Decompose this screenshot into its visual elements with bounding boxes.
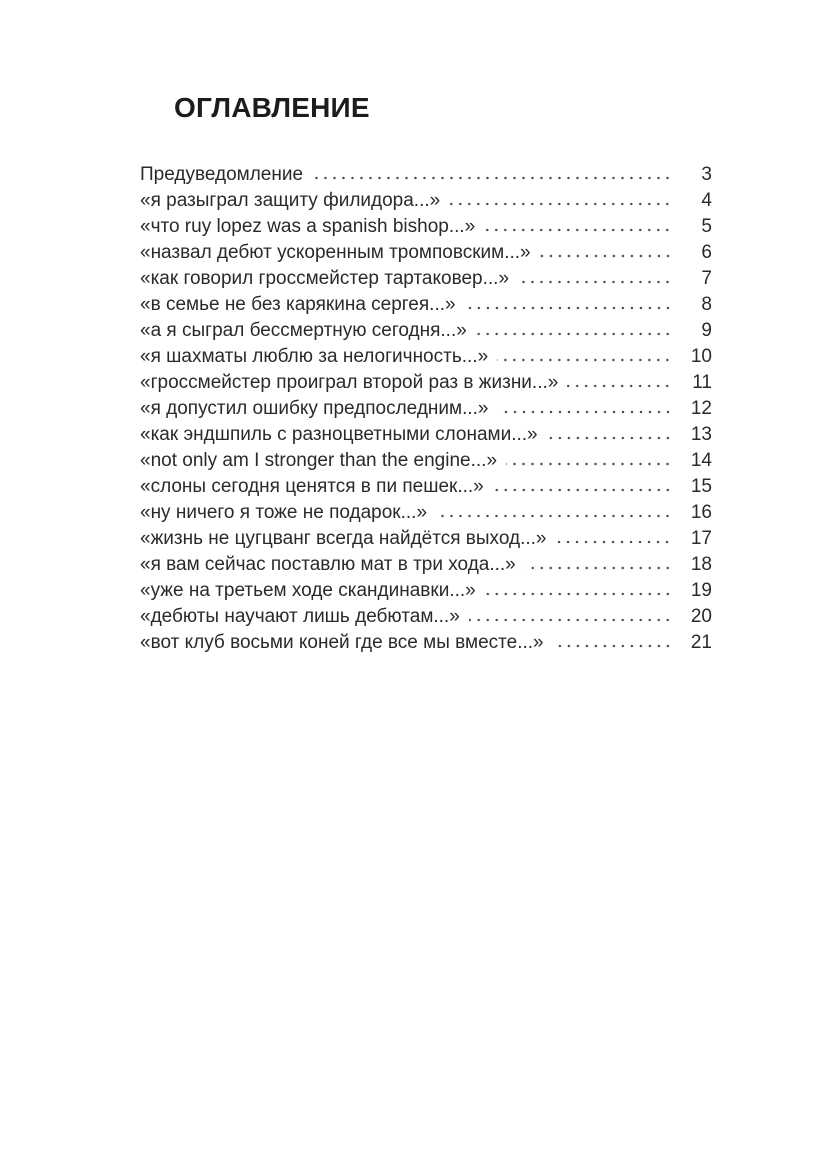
dot-leader <box>540 254 672 258</box>
toc-entry-page: 6 <box>701 242 712 263</box>
toc-entry-label: «я вам сейчас поставлю мат в три хода...» <box>140 554 516 575</box>
dot-leader <box>484 228 672 232</box>
toc-entry <box>140 188 712 214</box>
toc-entry <box>140 448 712 474</box>
toc-entry-page: 12 <box>690 398 712 419</box>
dot-leader <box>485 592 672 596</box>
toc-entry <box>140 396 712 422</box>
dot-leader <box>567 384 672 388</box>
toc-entry-page: 16 <box>690 502 712 523</box>
page-title: ОГЛАВЛЕНИЕ <box>174 92 370 123</box>
toc-entry-page: 10 <box>690 346 712 367</box>
toc-entry-page: 7 <box>701 268 712 289</box>
toc-entry-page: 9 <box>701 320 712 341</box>
dot-leader <box>449 202 672 206</box>
dot-leader <box>555 540 672 544</box>
dot-leader <box>465 306 672 310</box>
dot-leader <box>493 488 672 492</box>
toc-entry-page: 13 <box>690 424 712 445</box>
toc-entry <box>140 474 712 500</box>
toc-entry-label: «слоны сегодня ценятся в пи пешек...» <box>140 476 484 497</box>
toc-entry-page: 4 <box>701 190 712 211</box>
toc-entry <box>140 240 712 266</box>
toc-entry-label: «not only am I stronger than the engine...» <box>140 450 498 471</box>
toc-entry-label: «в семье не без карякина сергея...» <box>140 294 456 315</box>
toc-entry-label: «как говорил гроссмейстер тартаковер...» <box>140 268 510 289</box>
toc-entry <box>140 604 712 630</box>
toc-entry-page: 3 <box>701 164 712 185</box>
toc-entry <box>140 578 712 604</box>
toc-entry <box>140 422 712 448</box>
toc-entry-label: «ну ничего я тоже не подарок...» <box>140 502 428 523</box>
toc-entry-label: «вот клуб восьми коней где все мы вместе...» <box>140 632 544 653</box>
toc-entry-label: «как эндшпиль с разноцветными слонами...» <box>140 424 538 445</box>
toc-entry-label: «гроссмейстер проиграл второй раз в жизни...» <box>140 372 559 393</box>
toc-entry-label: «я шахматы люблю за нелогичность...» <box>140 346 489 367</box>
toc-entry <box>140 630 712 656</box>
toc-entry <box>140 162 712 188</box>
toc-entry <box>140 292 712 318</box>
toc-entry-label: «я допустил ошибку предпоследним...» <box>140 398 489 419</box>
toc-entry <box>140 318 712 344</box>
toc-entry-page: 21 <box>690 632 712 653</box>
toc-entry-page: 8 <box>701 294 712 315</box>
toc-entry <box>140 214 712 240</box>
toc-entry-label: Предуведомление <box>140 164 304 185</box>
dot-leader <box>525 566 672 570</box>
dot-leader <box>547 436 672 440</box>
dot-leader <box>312 176 672 180</box>
dot-leader <box>497 358 672 362</box>
dot-leader <box>498 410 673 414</box>
toc-entry-page: 20 <box>690 606 712 627</box>
toc-entry-page: 15 <box>690 476 712 497</box>
toc-entry-label: «уже на третьем ходе скандинавки...» <box>140 580 476 601</box>
toc-entry-page: 18 <box>690 554 712 575</box>
toc-entry-label: «что ruy lopez was a spanish bishop...» <box>140 216 476 237</box>
dot-leader <box>436 514 672 518</box>
dot-leader <box>476 332 672 336</box>
toc-entry <box>140 370 712 396</box>
toc-entry <box>140 526 712 552</box>
toc-entry-label: «дебюты научают лишь дебютам...» <box>140 606 460 627</box>
dot-leader <box>553 644 672 648</box>
toc-entry-label: «а я сыграл бессмертную сегодня...» <box>140 320 467 341</box>
toc-entry <box>140 500 712 526</box>
toc-entry-page: 14 <box>690 450 712 471</box>
toc-entry-label: «назвал дебют ускоренным тромповским...» <box>140 242 531 263</box>
toc-list <box>140 162 712 656</box>
toc-entry-label: «я разыграл защиту филидора...» <box>140 190 441 211</box>
dot-leader <box>469 618 672 622</box>
toc-entry <box>140 266 712 292</box>
toc-entry-label: «жизнь не цугцванг всегда найдётся выход...» <box>140 528 547 549</box>
toc-entry-page: 19 <box>690 580 712 601</box>
dot-leader <box>506 462 672 466</box>
toc-entry-page: 11 <box>692 372 712 393</box>
toc-entry-page: 17 <box>690 528 712 549</box>
toc-entry <box>140 344 712 370</box>
dot-leader <box>518 280 672 284</box>
toc-entry <box>140 552 712 578</box>
toc-entry-page: 5 <box>701 216 712 237</box>
